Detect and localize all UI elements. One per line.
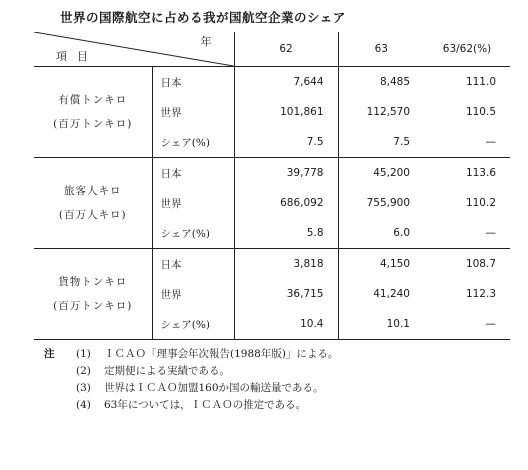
value-ratio: 112.3 [465,288,496,300]
footnote-text: ＩＣＡＯ「理事会年次報告(1988年版)」による。 [104,348,339,360]
header-year-label: 年 [200,35,212,48]
table-title: 世界の国際航空に占める我が国航空企業のシェア [60,10,346,25]
row-label: 日本 [152,249,234,280]
value-63: 6.0 [338,218,424,249]
row-label: シェア(%) [152,218,234,249]
group-label-cell [34,67,152,158]
group-label-line1: 旅客人キロ [64,185,122,197]
table-row [34,249,510,280]
footnote-number: (1) [76,348,91,360]
header-item-label: 項目 [56,50,98,63]
value-63: 45,200 [373,167,410,179]
value-63: 8,485 [379,76,410,88]
table-header-row [34,32,510,67]
row-label: シェア(%) [152,127,234,158]
value-62: 686,092 [234,188,338,218]
group-label-cell [34,249,152,340]
footnote-text: 定期便による実績である。 [104,365,230,377]
value-62: 39,778 [234,158,338,189]
footnote-text: 世界はＩＣＡＯ加盟160か国の輸送量である。 [104,382,324,394]
value-62: 5.8 [234,218,338,249]
value-62: 10.4 [234,309,338,340]
value-62: 3,818 [234,249,338,280]
value-63: 112,570 [366,106,410,118]
group-label-line2: (百万トンキロ) [53,300,133,312]
value-63: 755,900 [366,197,410,209]
value-ratio: 113.6 [465,167,496,179]
value-ratio: 110.5 [465,106,496,118]
value-62: 36,715 [234,279,338,309]
row-label: 日本 [152,158,234,189]
value-ratio: 108.7 [465,258,496,270]
group-label-line2: (百万トンキロ) [53,118,133,130]
header-col-63: 63 [338,32,424,67]
value-ratio: — [424,127,510,158]
value-63: 7.5 [338,127,424,158]
value-ratio: — [424,218,510,249]
value-63: 41,240 [373,288,410,300]
group-label-line1: 貨物トンキロ [58,276,128,288]
group-label-line1: 有償トンキロ [58,94,128,106]
row-label: 世界 [152,279,234,309]
value-62: 101,861 [234,97,338,127]
row-label: 世界 [152,97,234,127]
value-63: 10.1 [338,309,424,340]
header-col-ratio: 63/62(%) [424,32,510,67]
group-label-line2: (百万人キロ) [58,209,127,221]
header-col-62: 62 [234,32,338,67]
row-label: 日本 [152,67,234,98]
row-label: 世界 [152,188,234,218]
value-62: 7.5 [234,127,338,158]
table-row [34,158,510,189]
value-ratio: 111.0 [465,76,496,88]
data-table [34,32,510,340]
value-63: 4,150 [379,258,410,270]
footnote-head: 注 [44,348,55,360]
data-table-container [34,32,510,340]
row-label: シェア(%) [152,309,234,340]
footnote-number: (4) [76,399,91,411]
footnote-text: 63年については，ＩＣＡＯの推定である。 [104,399,307,411]
value-ratio: 110.2 [465,197,496,209]
group-label-cell [34,158,152,249]
value-ratio: — [424,309,510,340]
footnote-number: (2) [76,365,91,377]
header-corner-cell [34,32,234,67]
value-62: 7,644 [234,67,338,98]
table-row [34,67,510,98]
footnote-number: (3) [76,382,91,394]
